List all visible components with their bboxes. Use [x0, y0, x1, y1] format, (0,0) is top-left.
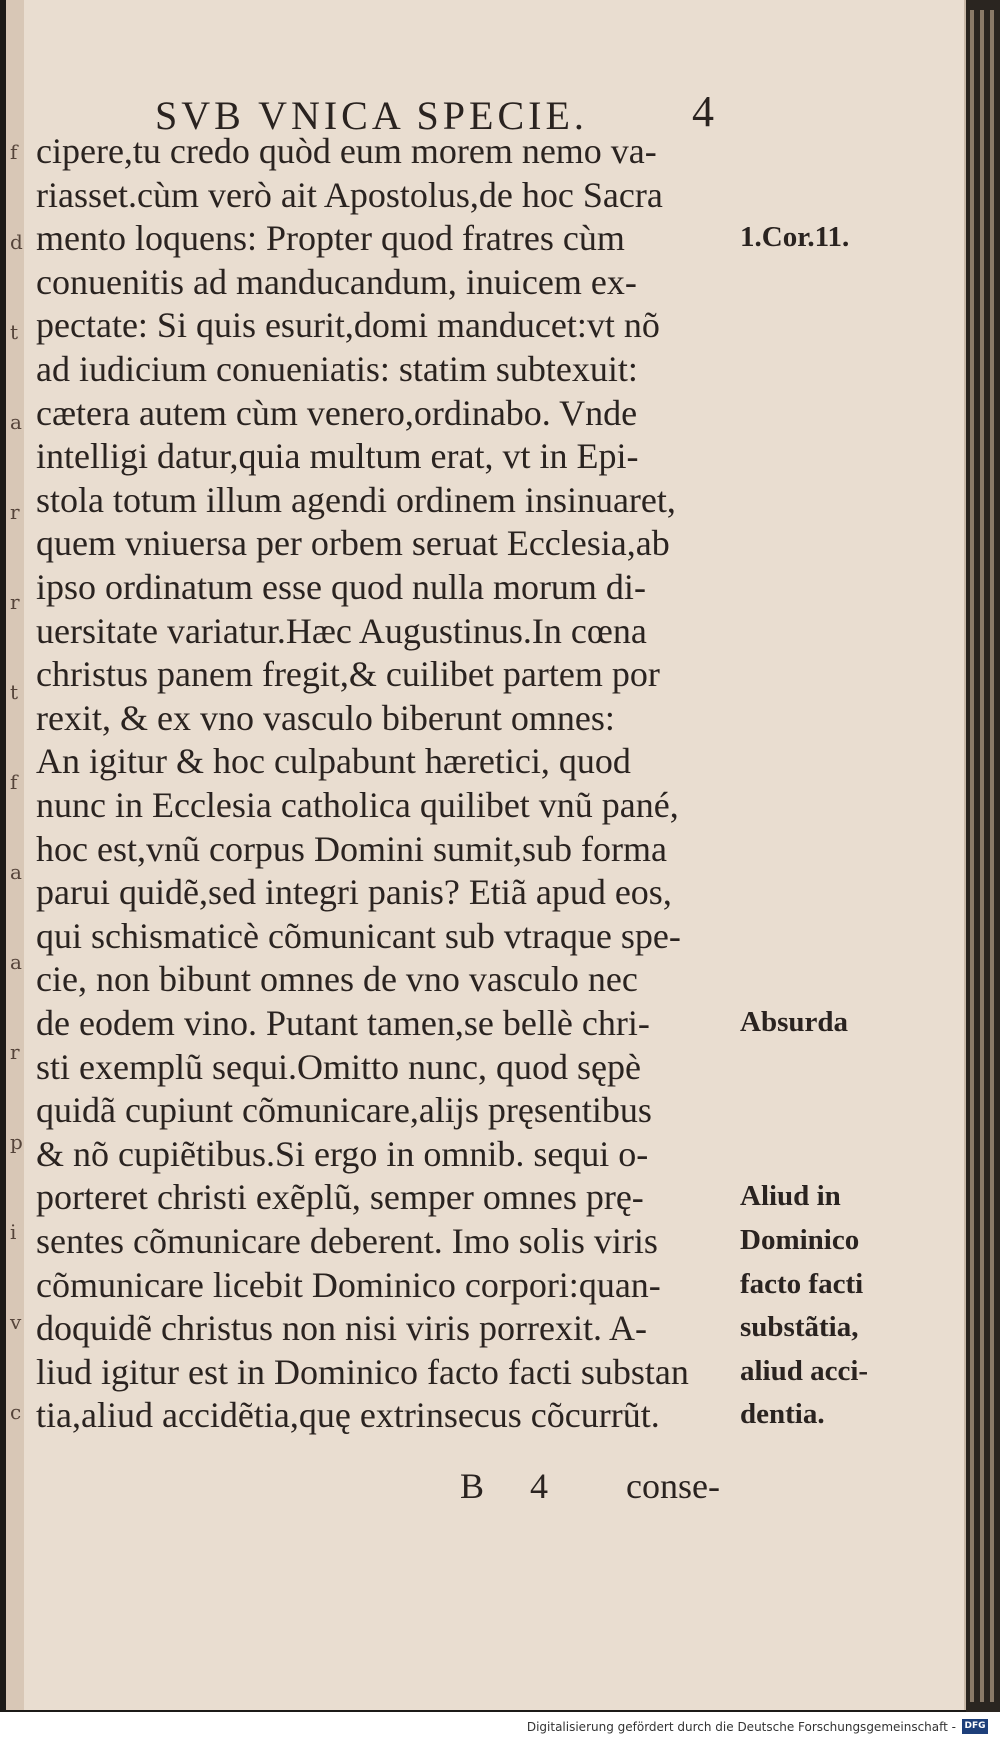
text-line: conuenitis ad manducandum, inuicem ex-: [36, 261, 637, 302]
text-line: porteret christi exẽplũ, semper omnes prę-: [36, 1177, 644, 1218]
text-line: cipere,tu credo quòd eum morem nemo va-: [36, 131, 657, 171]
text-line: & nõ cupiẽtibus.Si ergo in omnib. sequi o-: [36, 1133, 649, 1174]
text-line: cie, non bibunt omnes de vno vasculo nec: [36, 959, 638, 1000]
text-line: mento loquens: Propter quod fratres cùm: [36, 218, 625, 259]
gutter-letter: p: [10, 1130, 23, 1154]
gutter-letter: v: [10, 1310, 22, 1334]
signature-mark: B: [460, 1466, 485, 1506]
text-line: nunc in Ecclesia catholica quilibet vnũ pané,: [36, 785, 679, 825]
gutter-letter: r: [10, 500, 20, 524]
margin-note: Dominico: [740, 1224, 860, 1256]
gutter-letter: r: [10, 1040, 20, 1064]
text-line: cõmunicare licebit Dominico corpori:quan-: [36, 1264, 661, 1305]
text-line: tia,aliud accidẽtia,quę extrinsecus cõcurrũt.: [36, 1395, 660, 1436]
margin-note: facto facti: [740, 1267, 864, 1300]
fore-edge-stripe: [990, 10, 994, 1702]
running-head: SVB VNICA SPECIE.: [155, 93, 588, 138]
gutter-strip: [6, 0, 24, 1710]
margin-note: dentia.: [740, 1398, 825, 1431]
text-line: quidã cupiunt cõmunicare,alijs pręsentibus: [36, 1090, 652, 1131]
text-line: christus panem fregit,& cuilibet partem por: [36, 654, 660, 695]
text-line: ad iudicium conueniatis: statim subtexuit:: [36, 349, 638, 389]
dfg-logo: DFG: [962, 1719, 988, 1734]
text-line: doquidẽ christus non nisi viris porrexit. A-: [36, 1308, 647, 1349]
text-line: pectate: Si quis esurit,domi manducet:vt nõ: [36, 305, 660, 346]
gutter-letter: f: [10, 770, 18, 794]
gutter-letter: f: [10, 140, 18, 164]
margin-note: substãtia,: [740, 1311, 859, 1344]
text-line: quem vniuersa per orbem seruat Ecclesia,ab: [36, 523, 670, 564]
margin-note: Aliud in: [740, 1180, 841, 1213]
gutter-letter: i: [10, 1220, 17, 1244]
text-line: de eodem vino. Putant tamen,se bellè chri-: [36, 1003, 650, 1043]
fore-edge-stripe: [970, 10, 974, 1702]
folio-number: 4: [692, 87, 714, 136]
text-line: rexit, & ex vno vasculo biberunt omnes:: [36, 697, 615, 738]
text-line: uersitate variatur.Hæc Augustinus.In cœna: [36, 610, 647, 651]
text-line: riasset.cùm verò ait Apostolus,de hoc Sacra: [36, 174, 663, 215]
gutter-letter: a: [10, 410, 22, 434]
digitization-footer: [0, 1712, 1000, 1742]
text-line: ipso ordinatum esse quod nulla morum di-: [36, 567, 646, 607]
gutter-letter: r: [10, 590, 20, 614]
text-line: liud igitur est in Dominico facto facti substan: [36, 1351, 689, 1392]
fore-edge: [966, 0, 1000, 1742]
text-line: stola totum illum agendi ordinem insinuaret,: [36, 479, 676, 520]
gutter-letter: a: [10, 860, 22, 884]
gutter-letter: d: [10, 230, 23, 254]
margin-note: Absurda: [740, 1006, 848, 1038]
gutter-letter: t: [10, 680, 19, 704]
footer-credit: Digitalisierung gefördert durch die Deutsche Forschungsgemeinschaft -: [526, 1720, 956, 1734]
fore-edge-stripe: [980, 10, 984, 1702]
gutter-letter: t: [10, 320, 19, 344]
text-line: hoc est,vnũ corpus Domini sumit,sub forma: [36, 828, 667, 869]
margin-note: aliud acci-: [740, 1354, 869, 1387]
gutter-letter: a: [10, 950, 22, 974]
signature-number: 4: [530, 1466, 548, 1506]
text-line: intelligi datur,quia multum erat, vt in Epi-: [36, 436, 639, 477]
text-line: sentes cõmunicare deberent. Imo solis viris: [36, 1221, 658, 1261]
text-line: sti exemplũ sequi.Omitto nunc, quod sępè: [36, 1046, 641, 1087]
text-line: parui quidẽ,sed integri panis? Etiã apud eos,: [36, 872, 672, 913]
text-line: qui schismaticè cõmunicant sub vtraque spe-: [36, 915, 681, 956]
catchword: conse-: [626, 1466, 720, 1506]
text-line: cætera autem cùm venero,ordinabo. Vnde: [36, 392, 638, 433]
gutter-letter: c: [10, 1400, 22, 1424]
text-line: An igitur & hoc culpabunt hæretici, quod: [36, 741, 631, 782]
margin-note: 1.Cor.11.: [740, 221, 850, 254]
